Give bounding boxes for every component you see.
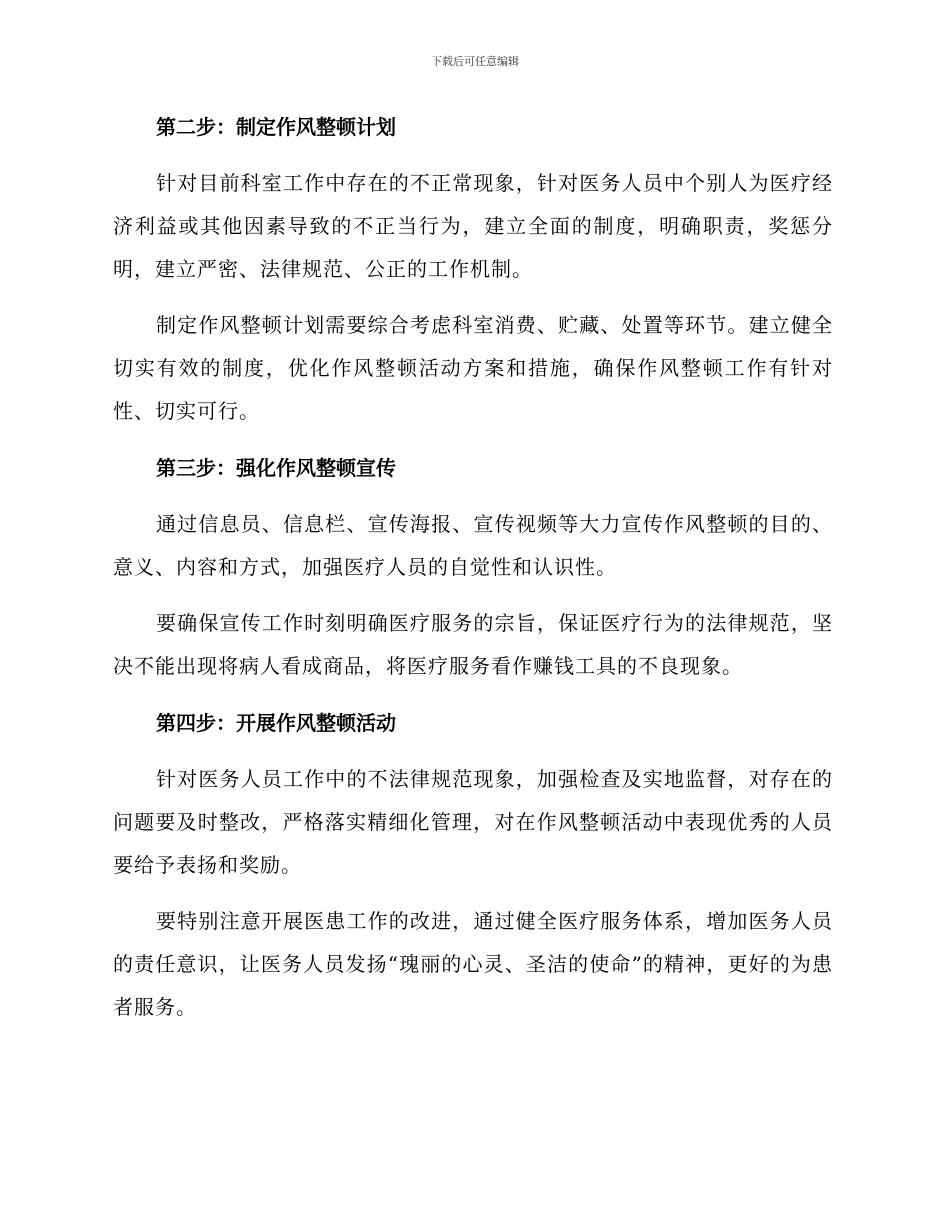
paragraph: 要确保宣传工作时刻明确医疗服务的宗旨，保证医疗行为的法律规范，坚决不能出现将病人看成商品，将医疗服务看作赚钱工具的不良现象。 bbox=[113, 611, 833, 678]
paragraph: 制定作风整顿计划需要综合考虑科室消费、贮藏、处置等环节。建立健全切实有效的制度，优化作风整顿活动方案和措施，确保作风整顿工作有针对性、切实可行。 bbox=[113, 313, 833, 423]
paragraph: 通过信息员、信息栏、宣传海报、宣传视频等大力宣传作风整顿的目的、意义、内容和方式，加强医疗人员的自觉性和认识性。 bbox=[113, 512, 833, 579]
section-heading-step-2: 第二步：制定作风整顿计划 bbox=[156, 115, 396, 139]
document-body bbox=[113, 113, 833, 1029]
page-header: 下载后可任意编辑 bbox=[431, 55, 519, 68]
paragraph: 针对医务人员工作中的不法律规范现象，加强检查及实地监督，对存在的问题要及时整改，严格落实精细化管理，对在作风整顿活动中表现优秀的人员要给予表扬和奖励。 bbox=[113, 767, 833, 877]
section-heading-step-4: 第四步：开展作风整顿活动 bbox=[156, 711, 396, 735]
paragraph: 针对目前科室工作中存在的不正常现象，针对医务人员中个别人为医疗经济利益或其他因素导致的不正当行为，建立全面的制度，明确职责，奖惩分明，建立严密、法律规范、公正的工作机制。 bbox=[113, 171, 833, 281]
section-heading-step-3: 第三步：强化作风整顿宣传 bbox=[156, 456, 396, 480]
paragraph: 要特别注意开展医患工作的改进，通过健全医疗服务体系，增加医务人员的责任意识，让医务人员发扬“瑰丽的心灵、圣洁的使命”的精神，更好的为患者服务。 bbox=[113, 909, 833, 1019]
